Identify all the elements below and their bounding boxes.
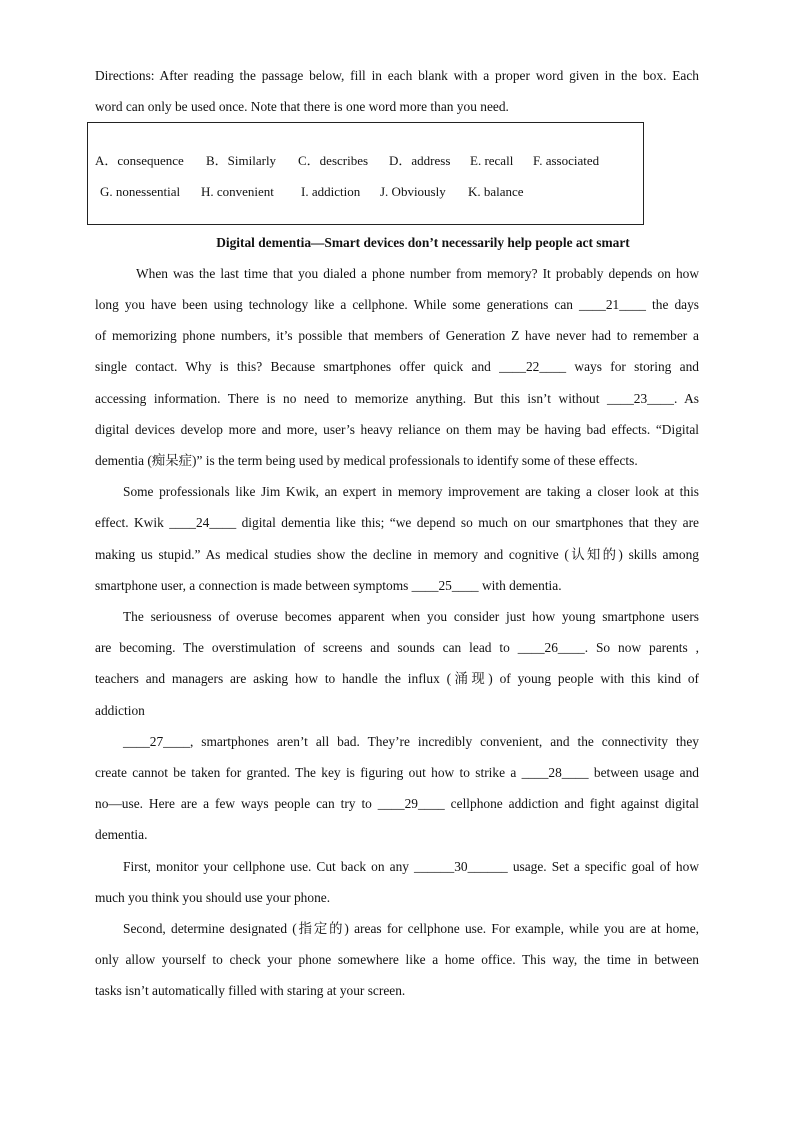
word-option-g: G. nonessential (100, 184, 181, 199)
passage-line: of memorizing phone numbers, it’s possible that members of Generation Z have never had to remember a (95, 328, 699, 343)
passage-line: Some professionals like Jim Kwik, an expert in memory improvement are taking a closer look at this (123, 484, 699, 499)
passage-line: much you think you should use your phone. (95, 890, 331, 905)
passage-line: single contact. Why is this? Because smartphones offer quick and ____22____ ways for storing and (95, 359, 699, 374)
passage-line: dementia. (95, 827, 148, 842)
directions-line-1: Directions: After reading the passage below, fill in each blank with a proper word given in the box. Each (95, 68, 699, 83)
passage-line: smartphone user, a connection is made between symptoms ____25____ with dementia. (95, 578, 562, 593)
word-option-e: E. recall (470, 153, 514, 168)
word-option-c: C．describes (298, 153, 369, 168)
passage-line: no—use. Here are a few ways people can try to ____29____ cellphone addiction and fight against digital (95, 796, 699, 811)
passage-line: making us stupid.” As medical studies show the decline in memory and cognitive (认知的) skills among (95, 547, 699, 562)
word-box (87, 122, 644, 225)
word-option-k: K. balance (468, 184, 524, 199)
passage-line: only allow yourself to check your phone somewhere like a home office. This way, the time in between (95, 952, 699, 967)
word-option-h: H. convenient (201, 184, 274, 199)
word-option-f: F. associated (533, 153, 600, 168)
word-option-a: A．consequence (95, 153, 184, 168)
passage-line: ____27____, smartphones aren’t all bad. They’re incredibly convenient, and the connectivity they (123, 734, 699, 749)
passage-line: tasks isn’t automatically filled with staring at your screen. (95, 983, 406, 998)
word-option-i: I. addiction (301, 184, 361, 199)
word-option-j: J. Obviously (380, 184, 446, 199)
word-option-b: B．Similarly (206, 153, 277, 168)
passage-line: effect. Kwik ____24____ digital dementia like this; “we depend so much on our smartphones that they are (95, 515, 699, 530)
passage-line: teachers and managers are asking how to handle the influx (涌现) of young people with this kind of (95, 671, 699, 686)
passage-line: Second, determine designated (指定的) areas for cellphone use. For example, while you are at home, (123, 921, 699, 936)
passage-line: create cannot be taken for granted. The key is figuring out how to strike a ____28____ between usage and (95, 765, 699, 780)
passage-line: When was the last time that you dialed a phone number from memory? It probably depends on how (136, 266, 699, 281)
passage-line: addiction (95, 703, 145, 718)
passage-line: The seriousness of overuse becomes apparent when you consider just how young smartphone users (123, 609, 699, 624)
passage-line: long you have been using technology like a cellphone. While some generations can ____21____ the days (95, 297, 699, 312)
passage-line: dementia (痴呆症)” is the term being used by medical professionals to identify some of these effects. (95, 453, 638, 468)
passage-line: accessing information. There is no need to memorize anything. But this isn’t without ____23____. As (95, 391, 699, 406)
passage-line: First, monitor your cellphone use. Cut back on any ______30______ usage. Set a specific goal of how (123, 859, 699, 874)
passage-line: are becoming. The overstimulation of screens and sounds can lead to ____26____. So now parents , (95, 640, 699, 655)
word-option-d: D．address (389, 153, 451, 168)
passage-line: digital devices develop more and more, user’s heavy reliance on them may be having bad effects. “Digital (95, 422, 699, 437)
directions-line-2: word can only be used once. Note that there is one word more than you need. (95, 99, 509, 114)
passage-title: Digital dementia—Smart devices don’t necessarily help people act smart (216, 235, 630, 250)
